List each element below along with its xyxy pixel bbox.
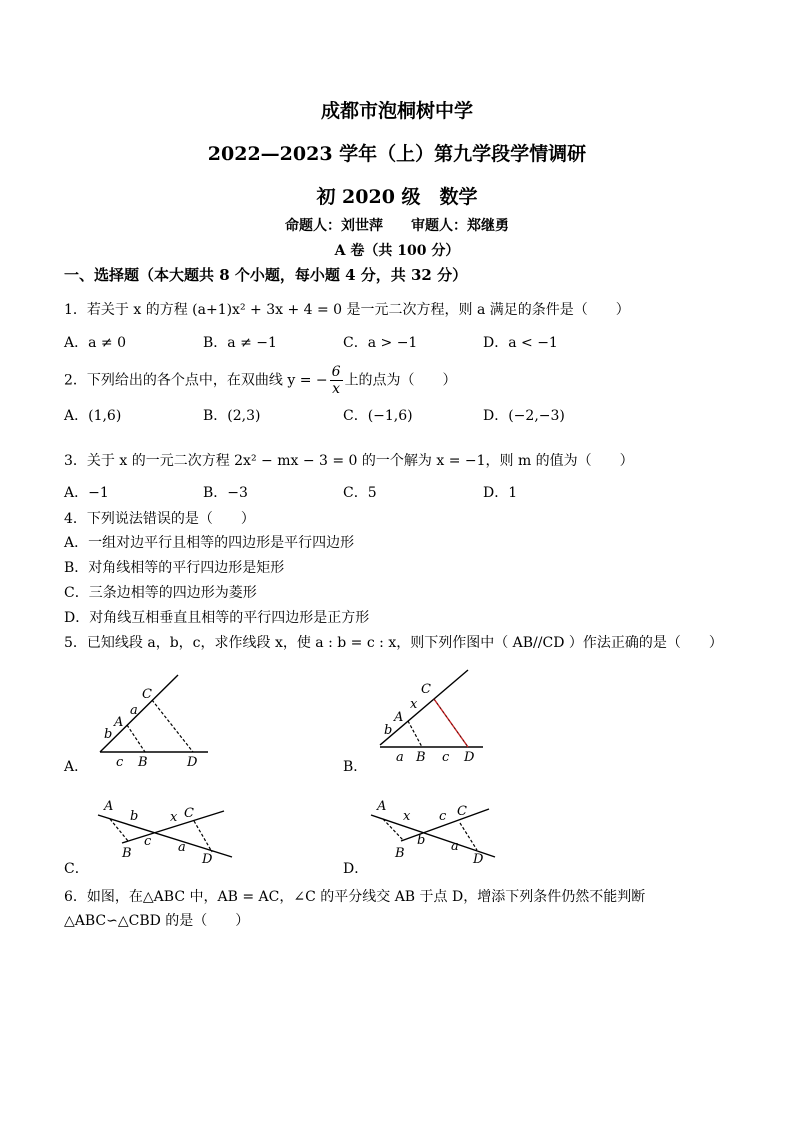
figure-b-label-B: B <box>416 750 426 765</box>
figure-a-label-A: A <box>114 715 124 730</box>
school-title: 成都市泡桐树中学 <box>320 100 473 122</box>
q1-option-c[interactable]: C．a > −1 <box>343 335 418 351</box>
q2-fraction <box>330 364 343 397</box>
q3-option-b[interactable]: B．−3 <box>203 485 248 501</box>
q5-option-c[interactable]: C． <box>64 861 89 877</box>
figure-a-dash-cd <box>152 700 193 752</box>
figure-b-label-x: x <box>410 697 418 712</box>
q1-option-b[interactable]: B．a ≠ −1 <box>203 335 277 351</box>
q5-option-b[interactable]: B． <box>343 759 368 775</box>
figure-c-label-B: B <box>122 846 132 861</box>
question-6-stem-line1: 6．如图，在△ABC 中，AB = AC，∠C 的平分线交 AB 于点 D，增添下列条件仍然不能判断 <box>64 889 646 905</box>
figure-a-label-b: b <box>104 727 113 742</box>
question-5-stem: 5．已知线段 a，b，c，求作线段 x，使 a : b = c : x，则下列作图中（ AB//CD ）作法正确的是（ ） <box>64 635 723 651</box>
authors-line: 命题人：刘世萍 审题人：郑继勇 <box>285 218 509 234</box>
figure-d-label-a: a <box>451 839 459 854</box>
figure-d <box>365 795 510 870</box>
question-3-stem: 3．关于 x 的一元二次方程 2x² − mx − 3 = 0 的一个解为 x = −1，则 m 的值为（ ） <box>64 453 634 469</box>
q2-stem-pre: 2．下列给出的各个点中，在双曲线 y = − <box>64 372 328 389</box>
q2-option-a[interactable]: A．(1,6) <box>64 408 122 424</box>
figure-b-label-D: D <box>464 750 475 765</box>
q2-stem-post: 上的点为（ ） <box>344 372 457 389</box>
q2-option-c[interactable]: C．(−1,6) <box>343 408 413 424</box>
q3-option-c[interactable]: C．5 <box>343 485 377 501</box>
q4-option-d[interactable]: D．对角线互相垂直且相等的平行四边形是正方形 <box>64 610 370 626</box>
figure-d-label-D: D <box>473 852 484 867</box>
figure-a-label-a: a <box>130 703 138 718</box>
figure-c-label-b: b <box>130 809 139 824</box>
figure-b-label-A: A <box>394 710 404 725</box>
figure-d-label-B: B <box>395 846 405 861</box>
figure-a-label-c-small: c <box>116 755 124 770</box>
q4-option-b[interactable]: B．对角线相等的平行四边形是矩形 <box>64 560 285 576</box>
figure-a-label-c: C <box>142 687 152 702</box>
figure-b-label-b: b <box>384 723 393 738</box>
figure-c-label-x: x <box>170 810 178 825</box>
q5-option-d[interactable]: D． <box>343 861 369 877</box>
q4-option-c[interactable]: C．三条边相等的四边形为菱形 <box>64 585 257 601</box>
q1-option-d[interactable]: D．a < −1 <box>483 335 558 351</box>
q2-option-b[interactable]: B．(2,3) <box>203 408 261 424</box>
q3-option-d[interactable]: D．1 <box>483 485 518 501</box>
figure-d-line-1 <box>371 815 495 857</box>
question-1-stem: 1．若关于 x 的方程 (a+1)x² + 3x + 4 = 0 是一元二次方程，则 a 满足的条件是（ ） <box>64 302 630 318</box>
q2-frac-num: 6 <box>331 364 341 380</box>
figure-c-label-A: A <box>104 799 114 814</box>
figure-a-label-D: D <box>187 755 198 770</box>
q1-option-a[interactable]: A．a ≠ 0 <box>64 335 126 351</box>
figure-c-label-C: C <box>184 806 194 821</box>
figure-d-label-x: x <box>403 809 411 824</box>
figure-b-label-C: C <box>421 682 431 697</box>
figure-c-label-c: c <box>144 834 152 849</box>
figure-d-label-b: b <box>417 833 426 848</box>
figure-a <box>90 665 220 775</box>
exam-title: 2022—2023 学年（上）第九学段学情调研 <box>207 143 587 165</box>
grade-subject: 初 2020 级 数学 <box>316 186 478 208</box>
figure-d-label-A: A <box>377 799 387 814</box>
figure-c-label-D: D <box>202 852 213 867</box>
figure-b-label-c: c <box>442 750 450 765</box>
volume-line: A 卷（共 100 分） <box>334 243 460 259</box>
question-4-stem: 4．下列说法错误的是（ ） <box>64 511 255 527</box>
figure-a-dash-ab <box>127 725 145 752</box>
figure-d-label-C: C <box>457 804 467 819</box>
figure-c-label-a: a <box>178 840 186 855</box>
figure-d-label-c: c <box>439 809 447 824</box>
figure-a-label-B: B <box>138 755 148 770</box>
figure-b-red-line <box>434 699 468 747</box>
q4-option-a[interactable]: A．一组对边平行且相等的四边形是平行四边形 <box>64 535 355 551</box>
figure-b-label-a: a <box>396 750 404 765</box>
figure-c-line-1 <box>98 815 232 857</box>
q5-option-a[interactable]: A． <box>64 759 89 775</box>
figure-b <box>370 665 500 775</box>
question-6-stem-line2: △ABC∽△CBD 的是（ ） <box>64 913 250 929</box>
figure-c <box>92 795 237 870</box>
question-2-stem <box>64 364 457 397</box>
q2-option-d[interactable]: D．(−2,−3) <box>483 408 565 424</box>
q3-option-a[interactable]: A．−1 <box>64 485 109 501</box>
section-heading: 一、选择题（本大题共 8 个小题，每小题 4 分，共 32 分） <box>64 266 468 284</box>
q2-frac-den: x <box>332 381 341 397</box>
figure-b-dash-ab <box>408 721 422 747</box>
